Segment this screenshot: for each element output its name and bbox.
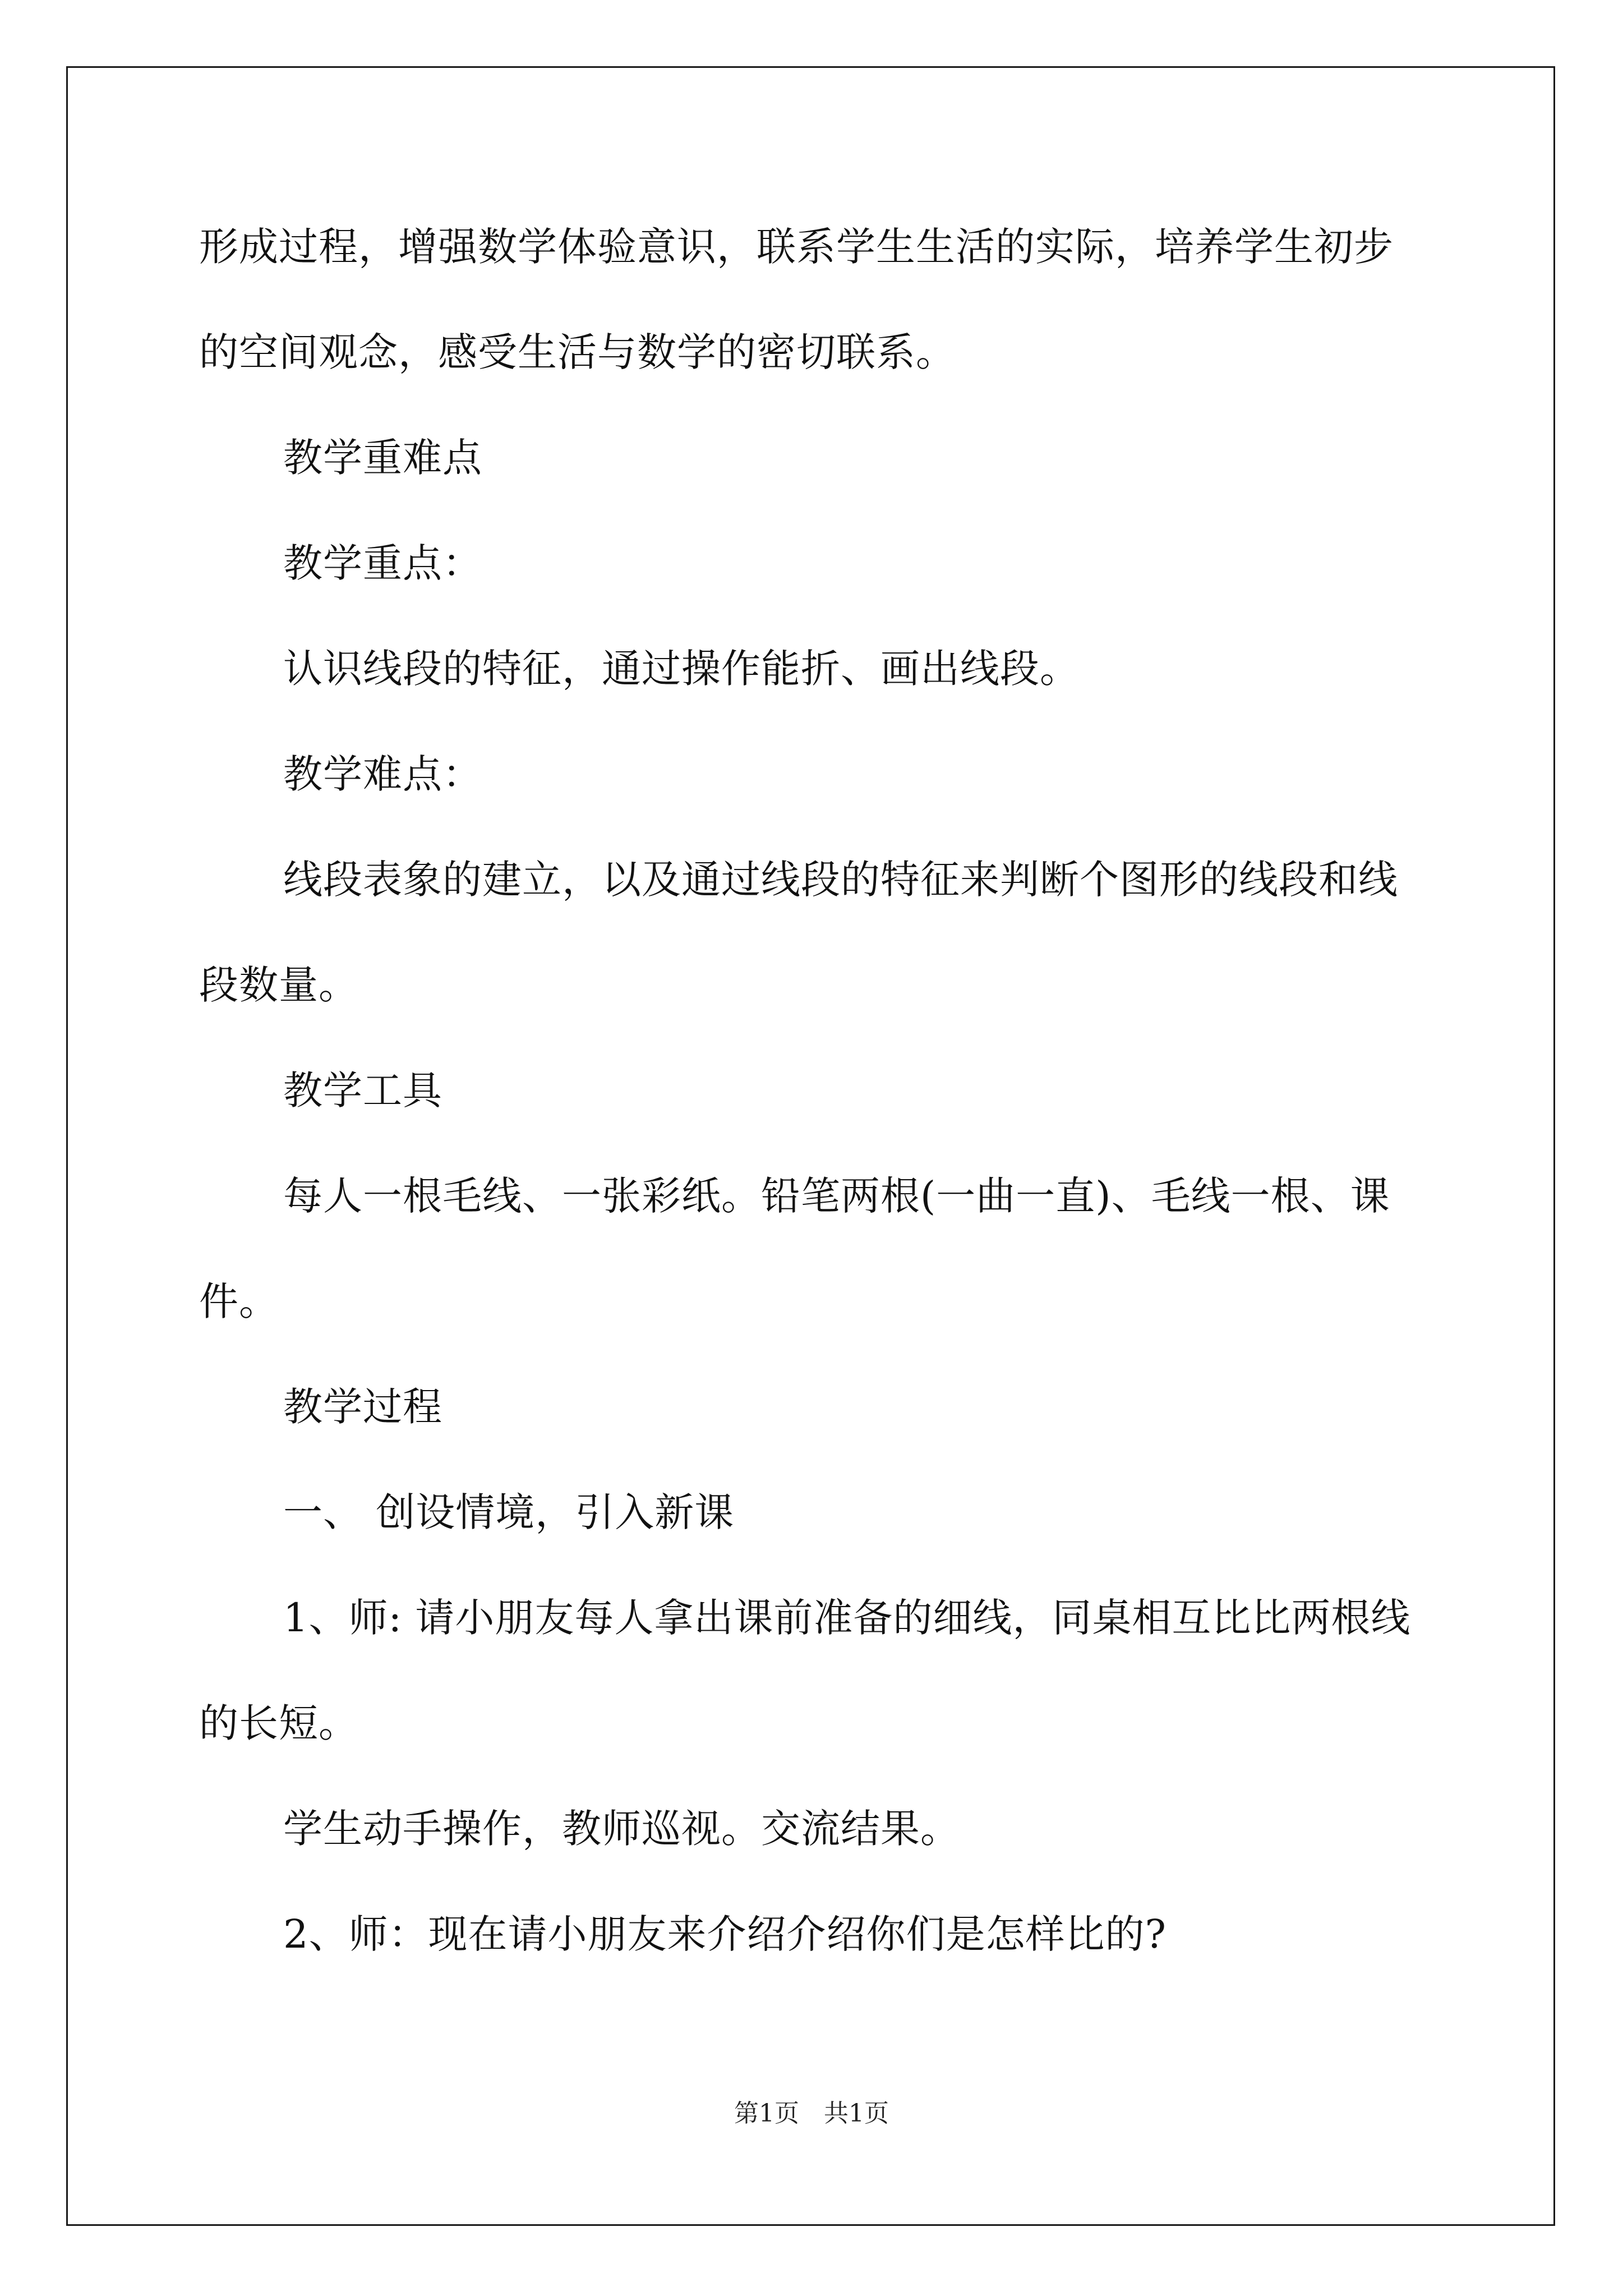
text-line: 的空间观念，感受生活与数学的密切联系。 bbox=[199, 329, 956, 375]
section-heading: 教学工具 bbox=[283, 1068, 442, 1114]
section-heading: 教学重难点 bbox=[283, 435, 482, 481]
text-line: 件。 bbox=[199, 1278, 279, 1324]
page-number-footer: 第1页 共1页 bbox=[734, 2099, 889, 2128]
text-line: 的长短。 bbox=[199, 1700, 358, 1746]
section-heading: 教学过程 bbox=[283, 1384, 442, 1430]
text-line: 段数量。 bbox=[199, 962, 358, 1008]
text-line: 每人一根毛线、一张彩纸。铅笔两根(一曲一直)、毛线一根、课 bbox=[283, 1173, 1390, 1219]
text-line: 2、师：现在请小朋友来介绍介绍你们是怎样比的? bbox=[283, 1911, 1167, 1957]
text-line: 形成过程，增强数学体验意识，联系学生生活的实际，培养学生初步 bbox=[199, 224, 1394, 270]
subheading: 教学难点： bbox=[283, 751, 482, 797]
text-line: 认识线段的特征，通过操作能折、画出线段。 bbox=[283, 646, 1080, 692]
subheading: 教学重点： bbox=[283, 540, 482, 586]
page-border bbox=[66, 66, 1555, 2226]
subheading: 一、 创设情境，引入新课 bbox=[283, 1489, 735, 1535]
text-line: 1、师: 请小朋友每人拿出课前准备的细线，同桌相互比比两根线 bbox=[283, 1595, 1411, 1641]
text-line: 线段表象的建立，以及通过线段的特征来判断个图形的线段和线 bbox=[283, 857, 1398, 903]
text-line: 学生动手操作，教师巡视。交流结果。 bbox=[283, 1806, 960, 1852]
